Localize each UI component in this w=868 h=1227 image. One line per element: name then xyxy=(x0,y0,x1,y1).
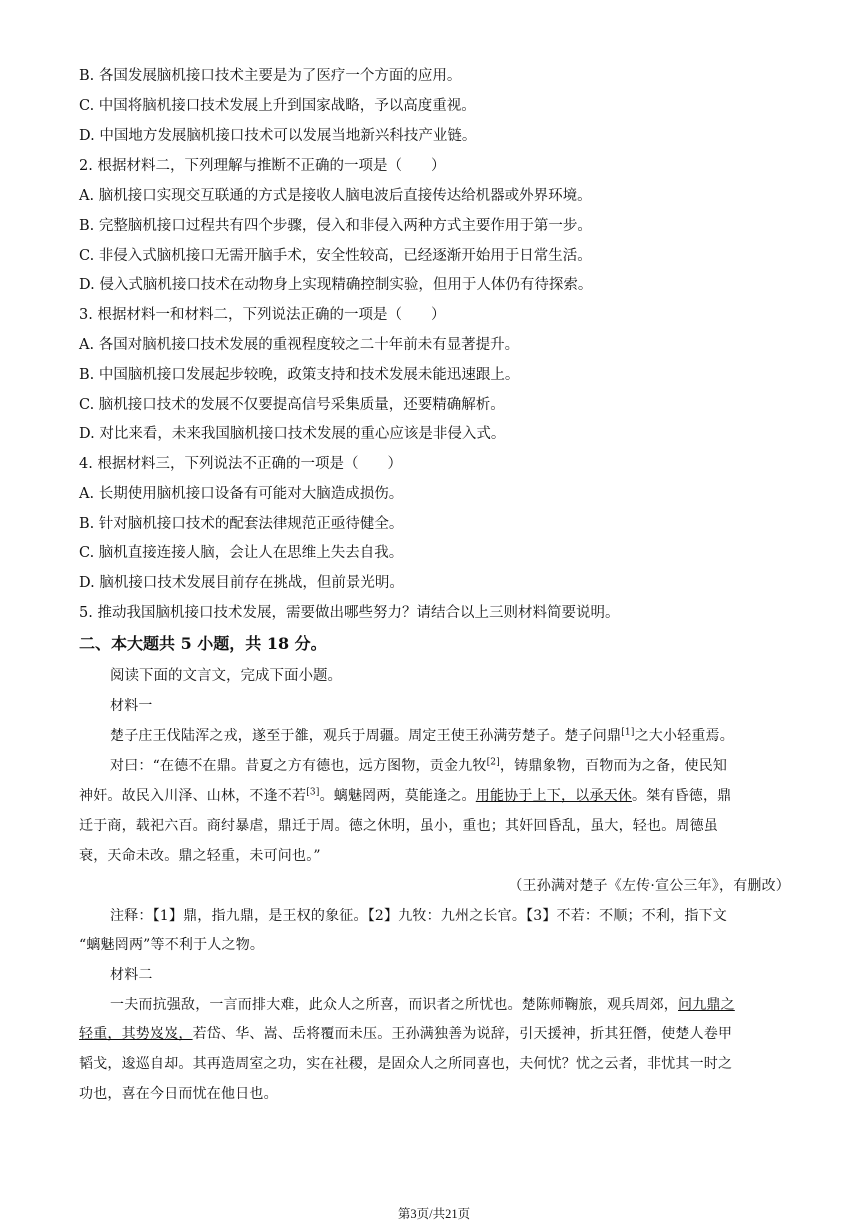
section-heading: 二、本大题共 5 小题，共 18 分。 xyxy=(79,634,327,653)
question-5: 5. 推动我国脑机接口技术发展，需要做出哪些努力？请结合以上三则材料简要说明。 xyxy=(79,605,620,621)
q2-option-a: A. 脑机接口实现交互联通的方式是接收人脑电波后直接传达给机器或外界环境。 xyxy=(79,188,592,204)
m2-line-1: 一夫而抗强敌，一言而排大难，此众人之所喜，而识者之所忧也。楚陈师鞠旅，观兵周郊，问九鼎之 xyxy=(110,997,735,1013)
material-2-label: 材料二 xyxy=(110,967,153,983)
m2-line-4: 功也，喜在今日而忧在他日也。 xyxy=(79,1086,278,1102)
m1-line-4: 迁于商，载祀六百。商纣暴虐，鼎迁于周。德之休明，虽小，重也；其奸回昏乱，虽大，轻也。周德虽 xyxy=(79,818,718,834)
q3-option-c: C. 脑机接口技术的发展不仅要提高信号采集质量，还要精确解析。 xyxy=(79,397,505,413)
m2-line-3: 韬戈，逡巡自却。其再造周室之功，实在社稷，是固众人之所同喜也，夫何忧？忧之云者，非忧其一时之 xyxy=(79,1056,733,1072)
underlined-phrase: 用能协于上下，以承天休 xyxy=(475,788,632,804)
q4-option-c: C. 脑机直接连接人脑，会让人在思维上失去自我。 xyxy=(79,545,404,561)
q4-option-b: B. 针对脑机接口技术的配套法律规范正亟待健全。 xyxy=(79,516,404,532)
m1-line-1: 楚子庄王伐陆浑之戎，遂至于雒，观兵于周疆。周定王使王孙满劳楚子。楚子问鼎[1]之大小轻重焉。 xyxy=(110,727,734,744)
q2-stem: 2. 根据材料二，下列理解与推断不正确的一项是（ ） xyxy=(79,158,446,174)
page-footer: 第3页/共21页 xyxy=(397,1207,471,1221)
q2-option-d: D. 侵入式脑机接口技术在动物身上实现精确控制实验，但用于人体仍有待探索。 xyxy=(79,277,593,293)
q1-option-b: B. 各国发展脑机接口技术主要是为了医疗一个方面的应用。 xyxy=(79,68,462,84)
m1-line-2: 对曰：“在德不在鼎。昔夏之方有德也，远方图物，贡金九牧[2]，铸鼎象物，百物而为之备，使民知 xyxy=(110,757,728,774)
q3-option-d: D. 对比来看，未来我国脑机接口技术发展的重心应该是非侵入式。 xyxy=(79,426,506,442)
section-intro: 阅读下面的文言文，完成下面小题。 xyxy=(110,668,342,684)
material-1-source: （王孙满对楚子《左传·宣公三年》，有删改） xyxy=(508,878,790,894)
q2-option-c: C. 非侵入式脑机接口无需开脑手术，安全性较高，已经逐渐开始用于日常生活。 xyxy=(79,248,592,264)
material-1-label: 材料一 xyxy=(110,698,153,714)
notes-line-2: “螭魅罔两”等不利于人之物。 xyxy=(79,937,265,953)
q4-option-a: A. 长期使用脑机接口设备有可能对大脑造成损伤。 xyxy=(79,486,404,502)
q1-option-c: C. 中国将脑机接口技术发展上升到国家战略，予以高度重视。 xyxy=(79,98,476,114)
q3-option-b: B. 中国脑机接口发展起步较晚，政策支持和技术发展未能迅速跟上。 xyxy=(79,367,520,383)
m2-line-2: 轻重，其势岌岌，若岱、华、嵩、岳将覆而未压。王孙满独善为说辞，引天援神，折其狂僭，使楚人卷甲 xyxy=(79,1026,733,1042)
q3-option-a: A. 各国对脑机接口技术发展的重视程度较之二十年前未有显著提升。 xyxy=(79,337,520,353)
q4-stem: 4. 根据材料三，下列说法不正确的一项是（ ） xyxy=(79,456,402,472)
q3-stem: 3. 根据材料一和材料二，下列说法正确的一项是（ ） xyxy=(79,307,446,323)
q4-option-d: D. 脑机接口技术发展目前存在挑战，但前景光明。 xyxy=(79,575,404,591)
m1-line-3: 神奸。故民入川泽、山林，不逢不若[3]。螭魅罔两，莫能逢之。用能协于上下，以承天休。桀有昏德，鼎 xyxy=(79,787,732,804)
q2-option-b: B. 完整脑机接口过程共有四个步骤，侵入和非侵入两种方式主要作用于第一步。 xyxy=(79,218,592,234)
q1-option-d: D. 中国地方发展脑机接口技术可以发展当地新兴科技产业链。 xyxy=(79,128,477,144)
notes-line-1: 注释：【1】鼎，指九鼎，是王权的象征。【2】九牧：九州之长官。【3】不若：不顺；不利，指下文 xyxy=(110,908,727,924)
m1-line-5: 衰，天命未改。鼎之轻重，未可问也。” xyxy=(79,848,321,864)
